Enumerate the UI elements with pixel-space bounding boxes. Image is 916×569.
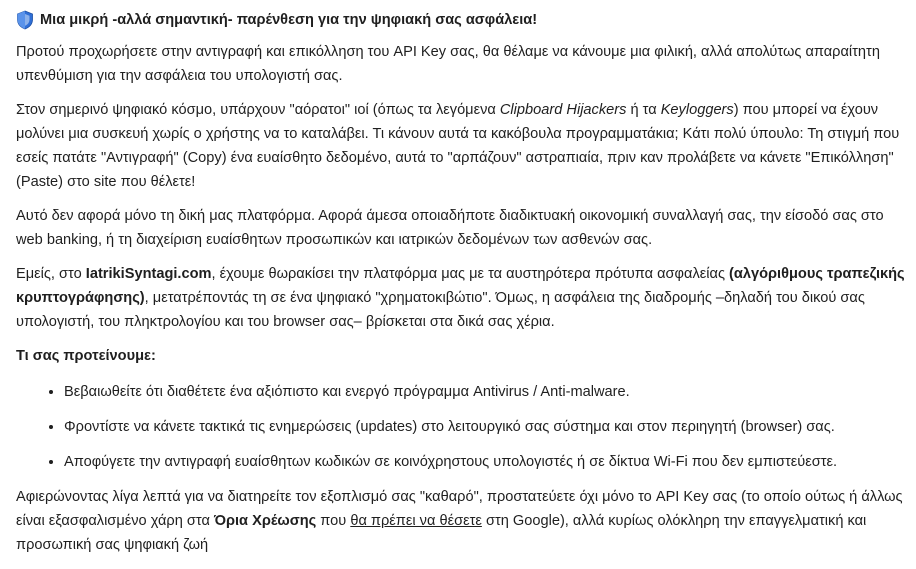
billing-limits-term: Όρια Χρέωσης bbox=[213, 513, 317, 529]
notice-title bbox=[16, 8, 908, 32]
list-item: • Φροντίστε να κάνετε τακτικά τις ενημερώσεις (updates) στο λειτουργικό σας σύστημα και στον περιηγητή (browser) σας. bbox=[64, 415, 908, 439]
threats-text-1: Στον σημερινό ψηφιακό κόσμο, υπάρχουν "αόρατοι" ιοί (όπως τα λεγόμενα bbox=[16, 102, 500, 118]
notice-title-text: Μια μικρή -αλλά σημαντική- παρένθεση για την ψηφιακή σας ασφάλεια! bbox=[40, 12, 538, 28]
shield-icon bbox=[16, 10, 34, 30]
platform-text-3: , μετατρέποντάς τη σε ένα ψηφιακό "χρηματοκιβώτιο". Όμως, η ασφάλεια της διαδρομής –δηλαδή του δικού σας υπολογιστή, του πληκτρολογίου και του browser σας– βρίσκεται στα δικά σας χέρια. bbox=[16, 290, 865, 330]
platform-text-1: Εμείς, στο bbox=[16, 266, 86, 282]
clipboard-hijackers-term: Clipboard Hijackers bbox=[499, 102, 627, 118]
threats-text-3: ) που μπορεί να έχουν μολύνει μια συσκευή χωρίς ο χρήστης να το καταλάβει. Τι κάνουν αυτά τα κακόβουλα προγραμματάκια; Κάτι πολύ ύπουλο: Τη στιγμή που εσείς πατάτε "Αντιγραφή" (Copy) ένα ευαίσθητο δεδομένο, αυτά το "αρπάζουν" αστραπιαία, πριν καν προλάβετε να κάνετε "Επικόλληση" (Paste) στο site που θέλετε! bbox=[16, 102, 900, 190]
platform-paragraph bbox=[16, 262, 908, 334]
closing-paragraph bbox=[16, 485, 908, 557]
keyloggers-term: Keyloggers bbox=[660, 102, 734, 118]
list-item: • Βεβαιωθείτε ότι διαθέτετε ένα αξιόπιστο και ενεργό πρόγραμμα Antivirus / Anti-malware. bbox=[64, 380, 908, 404]
recommendations-heading: Τι σας προτείνουμε: bbox=[16, 348, 156, 364]
closing-text-1: Αφιερώνοντας λίγα λεπτά για να διατηρείτε τον εξοπλισμό σας "καθαρό", προστατεύετε όχι μόνο το API Key σας (το οποίο ούτως ή άλλως είναι εξασφαλισμένο χάρη στα bbox=[16, 489, 903, 529]
closing-text-2: που bbox=[316, 513, 351, 529]
closing-text-3: στη Google), αλλά κυρίως ολόκληρη την επαγγελματική και προσωπική σας ψηφιακή ζωή bbox=[16, 513, 867, 553]
platform-text-2: , έχουμε θωρακίσει την πλατφόρμα μας με τα αυστηρότερα πρότυπα ασφαλείας bbox=[211, 266, 730, 282]
intro-paragraph: Προτού προχωρήσετε στην αντιγραφή και επικόλληση του API Key σας, θα θέλαμε να κάνουμε μια φιλική, αλλά απολύτως απαραίτητη υπενθύμιση για την ασφάλεια του υπολογιστή σας. bbox=[16, 44, 880, 84]
scope-paragraph: Αυτό δεν αφορά μόνο τη δική μας πλατφόρμα. Αφορά άμεσα οποιαδήποτε διαδικτυακή οικονομική συναλλαγή σας, την είσοδό σας στο web banking, ή τη διαχείριση ευαίσθητων προσωπικών και ιατρικών δεδομένων των ασθενών σας. bbox=[16, 208, 884, 248]
site-name: IatrikiSyntagi.com bbox=[85, 266, 212, 282]
encryption-note: (αλγόριθμους τραπεζικής κρυπτογράφησης) bbox=[16, 266, 905, 306]
recommendations-list bbox=[16, 380, 908, 474]
set-limits-link[interactable]: θα πρέπει να θέσετε bbox=[350, 513, 482, 529]
list-item: • Αποφύγετε την αντιγραφή ευαίσθητων κωδικών σε κοινόχρηστους υπολογιστές ή σε δίκτυα Wi-Fi που δεν εμπιστεύεστε. bbox=[64, 450, 908, 474]
threats-text-2: ή τα bbox=[626, 102, 661, 118]
threats-paragraph bbox=[16, 98, 908, 194]
